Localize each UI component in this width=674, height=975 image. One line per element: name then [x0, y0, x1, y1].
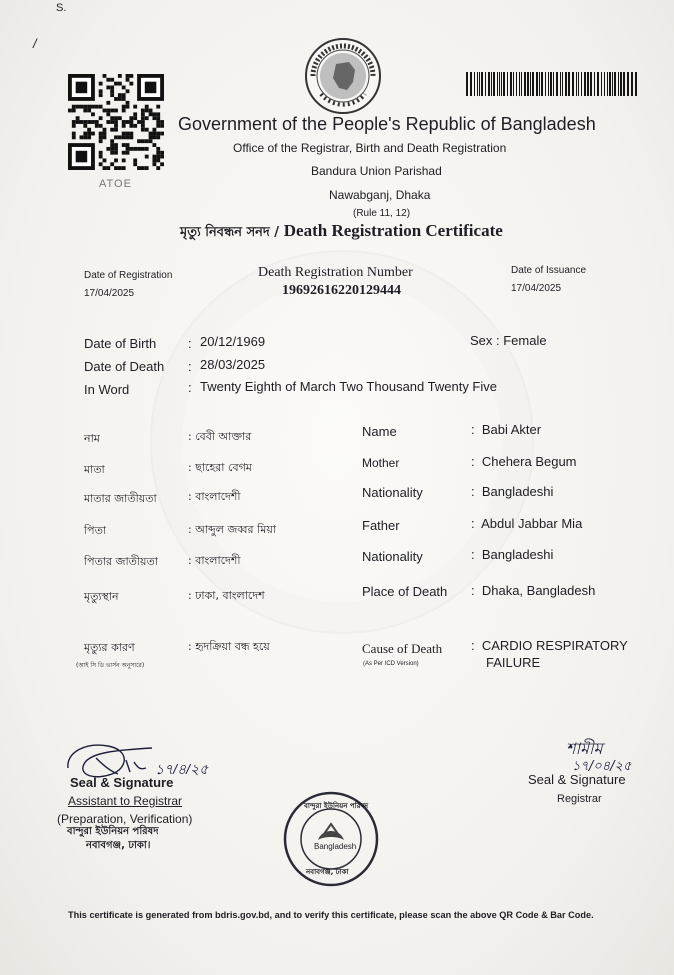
- union-name: Bandura Union Parishad: [311, 164, 442, 178]
- cause-of-death-value-line2: FAILURE: [486, 655, 541, 670]
- sex-value: Sex : Female: [470, 333, 547, 348]
- rule-reference: (Rule 11, 12): [353, 208, 411, 219]
- office-name: Office of the Registrar, Birth and Death Registration: [233, 141, 507, 155]
- issuance-date-label: Date of Issuance: [511, 265, 587, 276]
- bn-cause-sub: (আই সি ডি ভার্সন অনুসারে): [76, 662, 145, 669]
- bn-place-of-death-label: মৃত্যুস্থান: [84, 590, 119, 603]
- father-nationality-value: : Bangladeshi: [471, 547, 554, 562]
- cause-of-death-label: Cause of Death: [362, 641, 443, 656]
- bn-mother-value: : ছাহেরা বেগম: [188, 461, 252, 474]
- footer-note: This certificate is generated from bdris.gov.bd, and to verify this certificate, please scan the above QR Code & Bar Code.: [68, 910, 594, 920]
- registration-number-value: 19692616220129444: [282, 283, 401, 298]
- qr-code[interactable]: [68, 74, 164, 170]
- in-word-label: In Word: [84, 382, 130, 397]
- mother-nationality-value: : Bangladeshi: [471, 484, 554, 499]
- registration-number-label: Death Registration Number: [258, 265, 413, 280]
- left-stamp-line2: নবাবগঞ্জ, ঢাকা।: [86, 840, 151, 851]
- name-label: Name: [362, 424, 397, 439]
- cause-of-death-sub: (As Per ICD Version): [363, 661, 419, 667]
- bn-name-label: নাম: [84, 432, 100, 445]
- certificate-title-en: Death Registration Certificate: [283, 221, 503, 240]
- place-of-death-value: : Dhaka, Bangladesh: [471, 583, 596, 598]
- bn-cause-label: মৃত্যুর কারণ: [84, 641, 135, 654]
- birth-date-label: Date of Birth: [84, 336, 157, 351]
- bn-mother-nationality-label: মাতার জাতীয়তা: [84, 492, 157, 505]
- death-date-value: 28/03/2025: [200, 357, 266, 372]
- district-name: Nawabganj, Dhaka: [329, 188, 431, 202]
- assistant-role: Assistant to Registrar: [68, 794, 183, 808]
- death-date-label: Date of Death: [84, 359, 165, 374]
- bn-father-nationality-label: পিতার জাতীয়তা: [84, 555, 158, 568]
- issuance-date-value: 17/04/2025: [511, 283, 562, 294]
- registration-date-label: Date of Registration: [84, 270, 173, 281]
- father-label: Father: [362, 518, 400, 533]
- father-value: : Abdul Jabbar Mia: [471, 516, 583, 531]
- in-word-value: Twenty Eighth of March Two Thousand Twenty Five: [200, 379, 497, 394]
- assistant-note: (Preparation, Verification): [57, 812, 193, 826]
- mother-value: : Chehera Begum: [471, 454, 577, 469]
- birth-date-value: 20/12/1969: [200, 334, 266, 349]
- center-stamp-inner: Bangladesh: [314, 842, 357, 851]
- left-stamp-line1: বান্দুরা ইউনিয়ন পরিষদ: [67, 826, 159, 837]
- mother-nationality-label: Nationality: [362, 485, 423, 500]
- registrar-handwritten-signature: শামীম: [566, 739, 603, 758]
- registrar-handwritten-date: ১৭/০৪/২৫: [572, 759, 632, 774]
- registrar-role: Registrar: [557, 793, 602, 805]
- bn-mother-label: মাতা: [84, 463, 105, 476]
- bn-father-nationality-value: : বাংলাদেশী: [188, 554, 241, 567]
- right-seal-label: Seal & Signature: [528, 772, 626, 787]
- left-handwritten-date: ১৭/৪/২৫: [155, 761, 209, 777]
- bn-place-of-death-value: : ঢাকা, বাংলাদেশ: [188, 589, 265, 602]
- government-title: Government of the People's Republic of Bangladesh: [178, 114, 596, 134]
- father-nationality-label: Nationality: [362, 549, 423, 564]
- bn-mother-nationality-value: : বাংলাদেশী: [188, 490, 241, 503]
- name-value: : Babi Akter: [471, 422, 542, 437]
- colon: :: [188, 359, 192, 374]
- registration-date-value: 17/04/2025: [84, 288, 135, 299]
- left-seal-label: Seal & Signature: [70, 775, 174, 790]
- barcode[interactable]: [466, 72, 638, 96]
- pen-mark: /: [33, 36, 37, 51]
- bn-father-value: : আব্দুল জব্বর মিয়া: [188, 523, 277, 536]
- center-stamp-bottom: নবাবগঞ্জ, ঢাকা: [306, 868, 349, 876]
- center-stamp-top: বান্দুরা ইউনিয়ন পরিষদ: [304, 802, 369, 810]
- certificate-title-bn: মৃত্যু নিবন্ধন সনদ /: [180, 225, 280, 240]
- corner-mark: S.: [56, 2, 67, 14]
- government-emblem: [303, 36, 383, 116]
- mother-label: Mother: [362, 456, 400, 470]
- bn-father-label: পিতা: [84, 524, 107, 537]
- bn-cause-value: : হৃদক্রিয়া বন্ধ হয়ে: [188, 640, 270, 653]
- qr-caption: ATOE: [99, 178, 132, 190]
- colon: :: [188, 336, 192, 351]
- place-of-death-label: Place of Death: [362, 584, 448, 599]
- bn-name-value: : বেবী আক্তার: [188, 430, 252, 443]
- cause-of-death-value-line1: : CARDIO RESPIRATORY: [471, 638, 628, 653]
- certificate-title: [180, 221, 503, 244]
- colon: :: [188, 380, 192, 395]
